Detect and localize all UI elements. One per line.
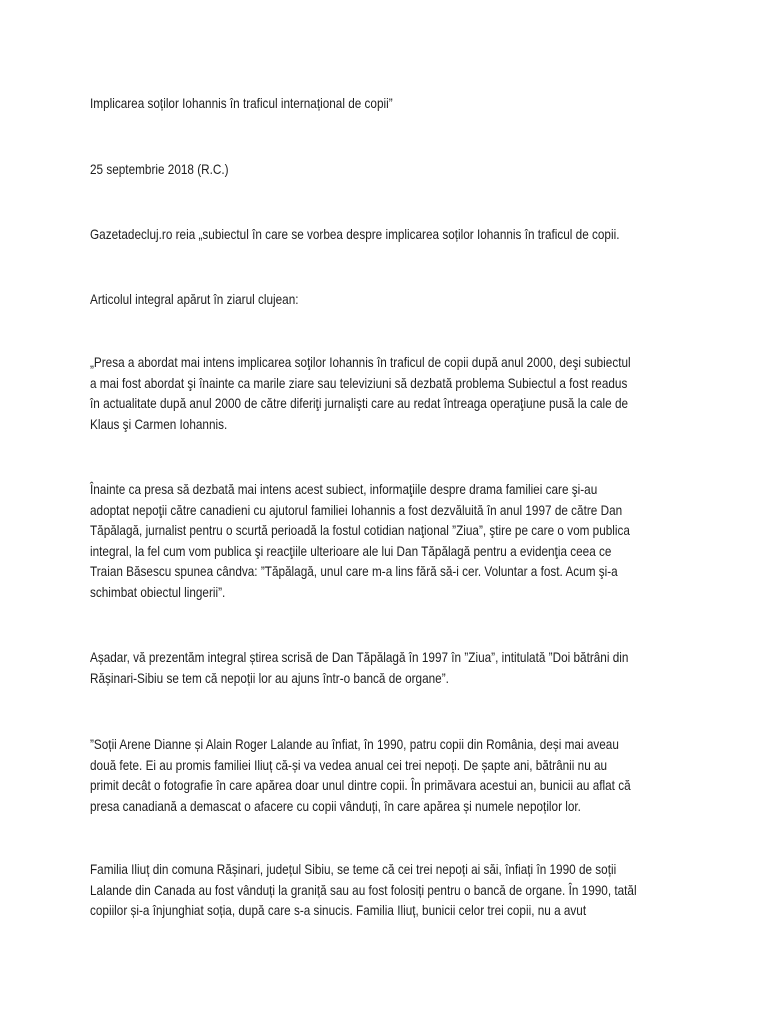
text-line: Traian Băsescu spunea cândva: ”Tăpălagă, unul care m-a lins fără să-i cer. Voluntar a fost. Acum şi-a — [90, 563, 618, 579]
text-line: copiilor și-a înjunghiat soția, după care s-a sinucis. Familia Iliuț, bunicii celor trei copii, nu a avut — [90, 902, 587, 918]
date-line: 25 septembrie 2018 (R.C.) — [90, 161, 229, 177]
paragraph-background — [90, 479, 690, 602]
document-title — [90, 93, 690, 114]
text-line: a mai fost abordat şi înainte ca marile ziare sau televiziuni să dezbată problema Subiectul a fost readus — [90, 374, 628, 391]
text-line: presa canadiană a demascat o afacere cu copii vânduți, în care apărea și numele nepoților lor. — [90, 797, 581, 814]
paragraph-article-heading — [90, 289, 690, 310]
text-line: Klaus şi Carmen Iohannis. — [90, 415, 228, 432]
document-date — [90, 159, 690, 180]
text-line: Articolul integral apărut în ziarul clujean: — [90, 291, 299, 307]
text-line: „Presa a abordat mai intens implicarea soţilor Iohannis în traficul de copii după anul 2000, deşi subiectul — [90, 354, 631, 370]
text-line: primit decât o fotografie în care apărea doar unul dintre copii. În primăvara acestui an, bunicii au aflat că — [90, 777, 631, 793]
text-line: Familia Iliuț din comuna Rășinari, județul Sibiu, se teme că cei trei nepoți ai săi, înfiați în 1990 de soții — [90, 861, 617, 877]
text-line: Gazetadecluj.ro reia „subiectul în care se vorbea despre implicarea soților Iohannis în traficul de copii. — [90, 226, 620, 242]
text-line: Rășinari-Sibiu se tem că nepoții lor au ajuns într-o bancă de organe”. — [90, 669, 449, 686]
paragraph-press — [90, 352, 690, 434]
text-line: Lalande din Canada au fost vânduți la graniță sau au fost folosiți pentru o bancă de organe. În 1990, tatăl — [90, 881, 637, 898]
paragraph-intro — [90, 224, 690, 245]
paragraph-family — [90, 859, 690, 921]
title-line: Implicarea soților Iohannis în traficul internațional de copii” — [90, 95, 393, 111]
paragraph-quote-adoption — [90, 734, 690, 816]
text-line: în actualitate după anul 2000 de către diferiţi jurnalişti care au redat întreaga operaţiune pusă la cale de — [90, 395, 629, 411]
text-line: Tăpălagă, jurnalist pentru o scurtă perioadă la fostul cotidian naţional ”Ziua”, ştire pe care o vom publica — [90, 522, 630, 538]
text-line: schimbat obiectul lingerii”. — [90, 583, 226, 600]
paragraph-presentation — [90, 647, 690, 688]
text-line: două fete. Ei au promis familiei Iliuț că-și va vedea anual cei trei nepoți. De șapte ani, bătrânii nu au — [90, 756, 608, 773]
text-line: Înainte ca presa să dezbată mai intens acest subiect, informaţiile despre drama familiei care şi-au — [90, 481, 598, 497]
text-line: adoptat nepoţii către canadieni cu ajutorul familiei Iohannis a fost dezvăluită în anul 1997 de către Dan — [90, 501, 623, 518]
text-line: Așadar, vă prezentăm integral știrea scrisă de Dan Tăpălagă în 1997 în ”Ziua”, intitulată ”Doi bătrâni din — [90, 649, 629, 665]
text-line: integral, la fel cum vom publica şi reacţiile ulterioare ale lui Dan Tăpălagă pentru a evidenţia ceea ce — [90, 542, 612, 559]
text-line: ”Soții Arene Dianne și Alain Roger Lalande au înfiat, în 1990, patru copii din România, deși mai aveau — [90, 736, 619, 752]
